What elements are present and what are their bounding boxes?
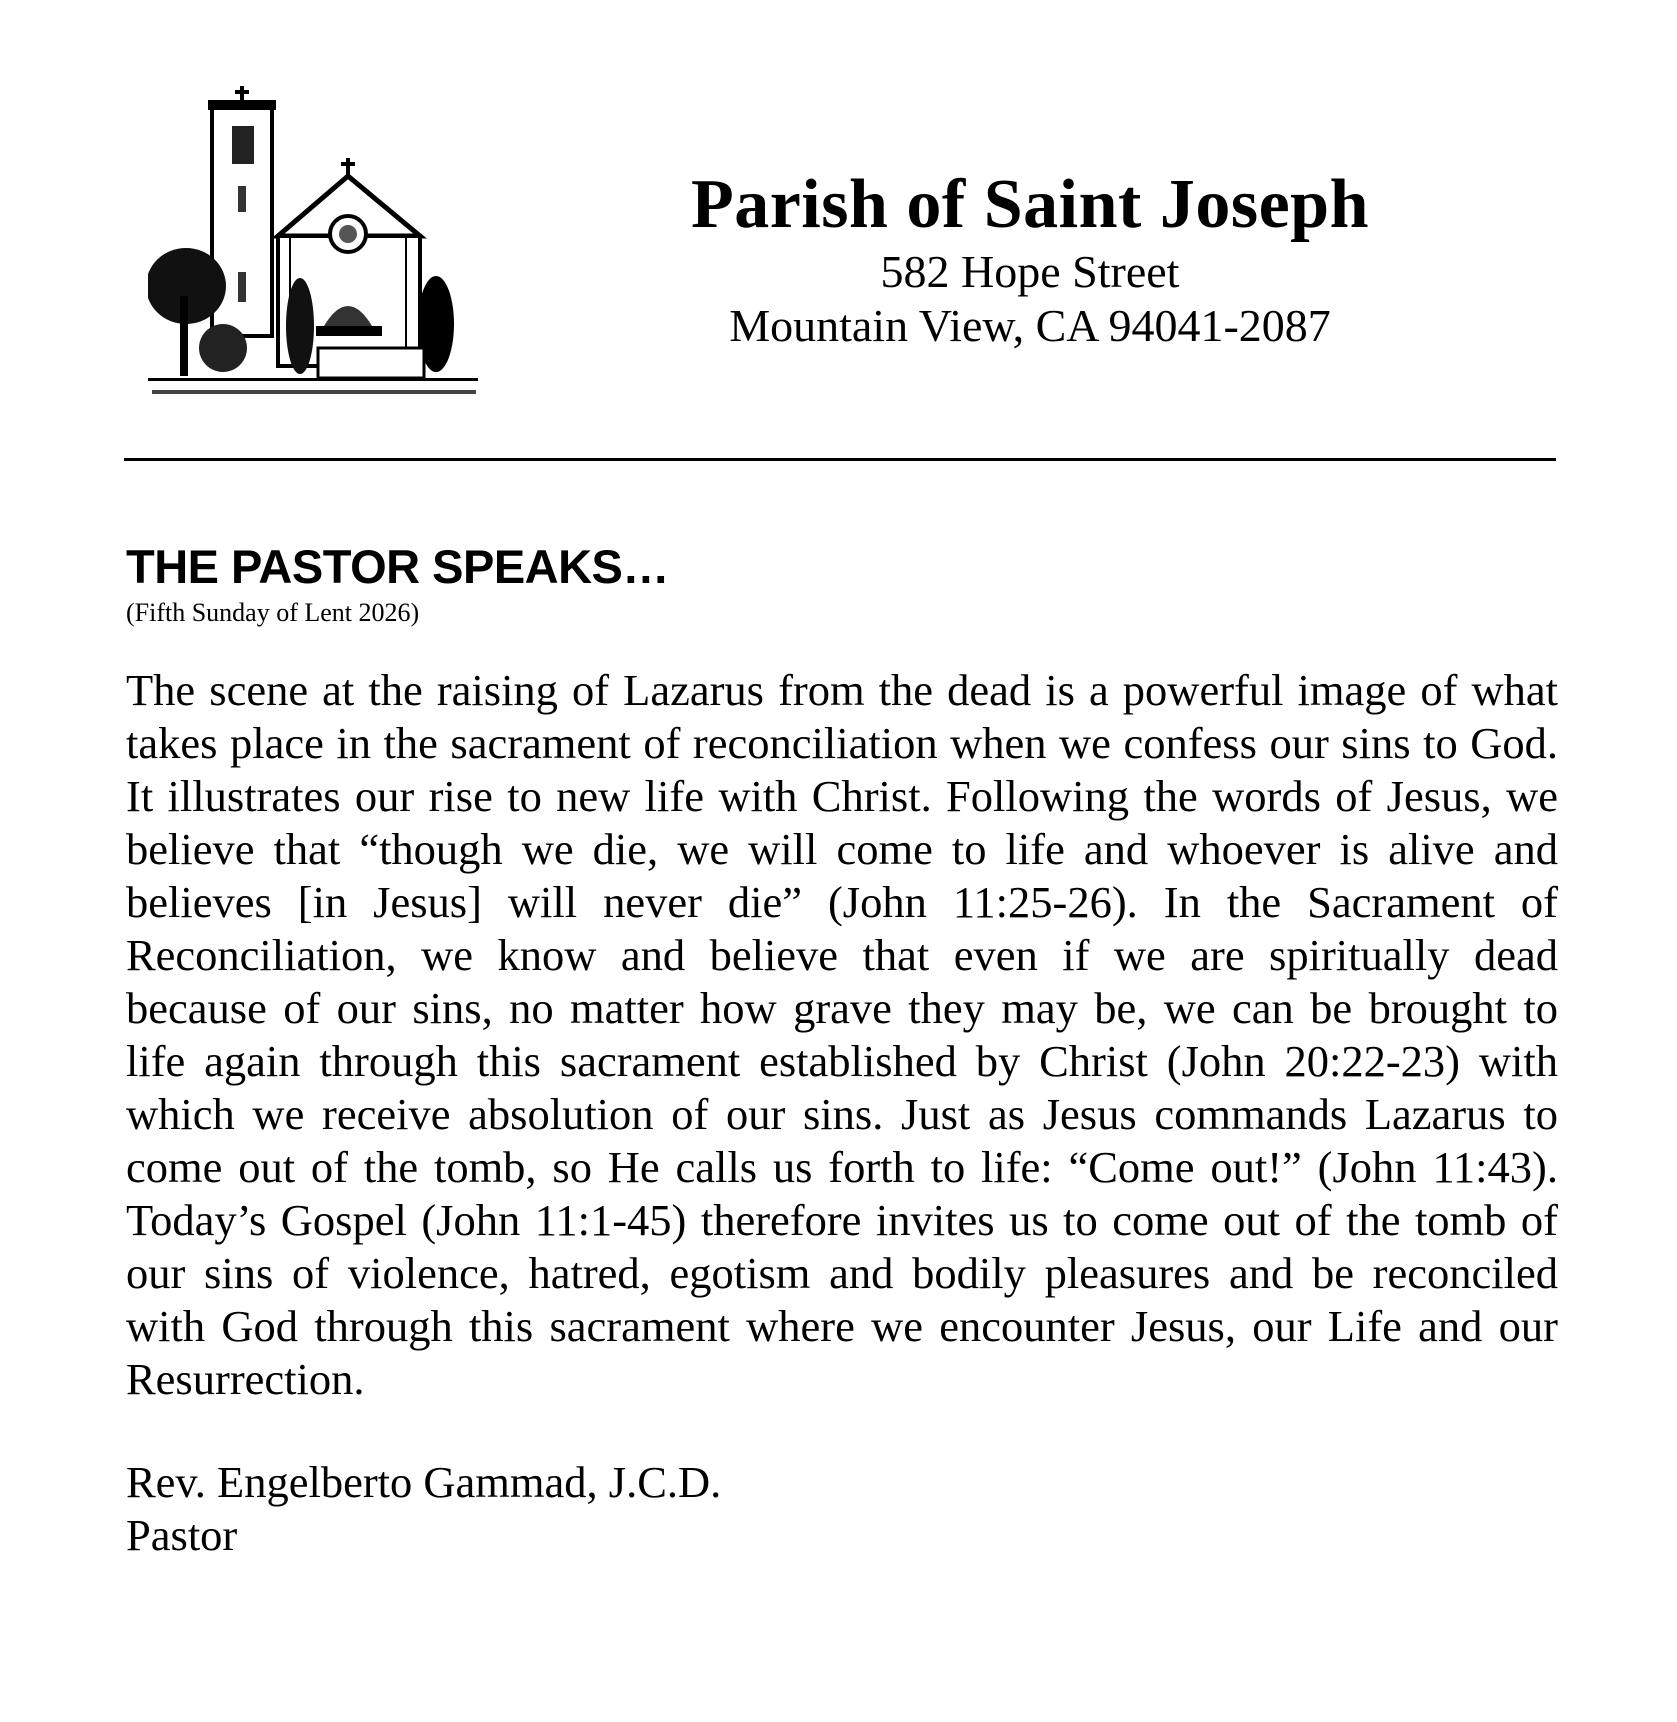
article-line: Reconciliation, we know and believe that even if we are spiritually dead [126, 930, 1558, 980]
article-line: believes [in Jesus] will never die” (John 11:25-26). In the Sacrament of [126, 877, 1558, 927]
article-line: which we receive absolution of our sins. Just as Jesus commands Lazarus to [126, 1089, 1558, 1139]
article-body [126, 664, 1558, 1406]
article-line: believe that “though we die, we will come to life and whoever is alive and [126, 824, 1558, 874]
article-line: life again through this sacrament established by Christ (John 20:22-23) with [126, 1036, 1558, 1086]
church-illustration-icon [148, 86, 490, 398]
article-line: Today’s Gospel (John 11:1-45) therefore invites us to come out of the tomb of [126, 1195, 1558, 1245]
signature-name: Rev. Engelberto Gammad, J.C.D. [126, 1457, 722, 1507]
section-subheading: (Fifth Sunday of Lent 2026) [126, 598, 420, 627]
section-heading: THE PASTOR SPEAKS… [126, 540, 669, 593]
signature-title: Pastor [126, 1510, 238, 1560]
parish-name: Parish of Saint Joseph [690, 166, 1370, 243]
address-city: Mountain View, CA 94041-2087 [729, 300, 1331, 351]
article-line: Resurrection. [126, 1354, 365, 1404]
signature-block [126, 1456, 721, 1562]
article-line: our sins of violence, hatred, egotism and bodily pleasures and be reconciled [126, 1248, 1558, 1298]
header-divider [124, 458, 1556, 461]
article-line: takes place in the sacrament of reconciliation when we confess our sins to God. [126, 718, 1558, 768]
address-street: 582 Hope Street [880, 246, 1180, 297]
parish-header [600, 165, 1460, 353]
article-line: with God through this sacrament where we encounter Jesus, our Life and our [126, 1301, 1558, 1351]
article-line: come out of the tomb, so He calls us forth to life: “Come out!” (John 11:43). [126, 1142, 1558, 1192]
article-line: It illustrates our rise to new life with Christ. Following the words of Jesus, we [126, 771, 1558, 821]
church-logo [148, 86, 490, 398]
article-line: because of our sins, no matter how grave they may be, we can be brought to [126, 983, 1558, 1033]
article-line: The scene at the raising of Lazarus from the dead is a powerful image of what [126, 665, 1558, 715]
